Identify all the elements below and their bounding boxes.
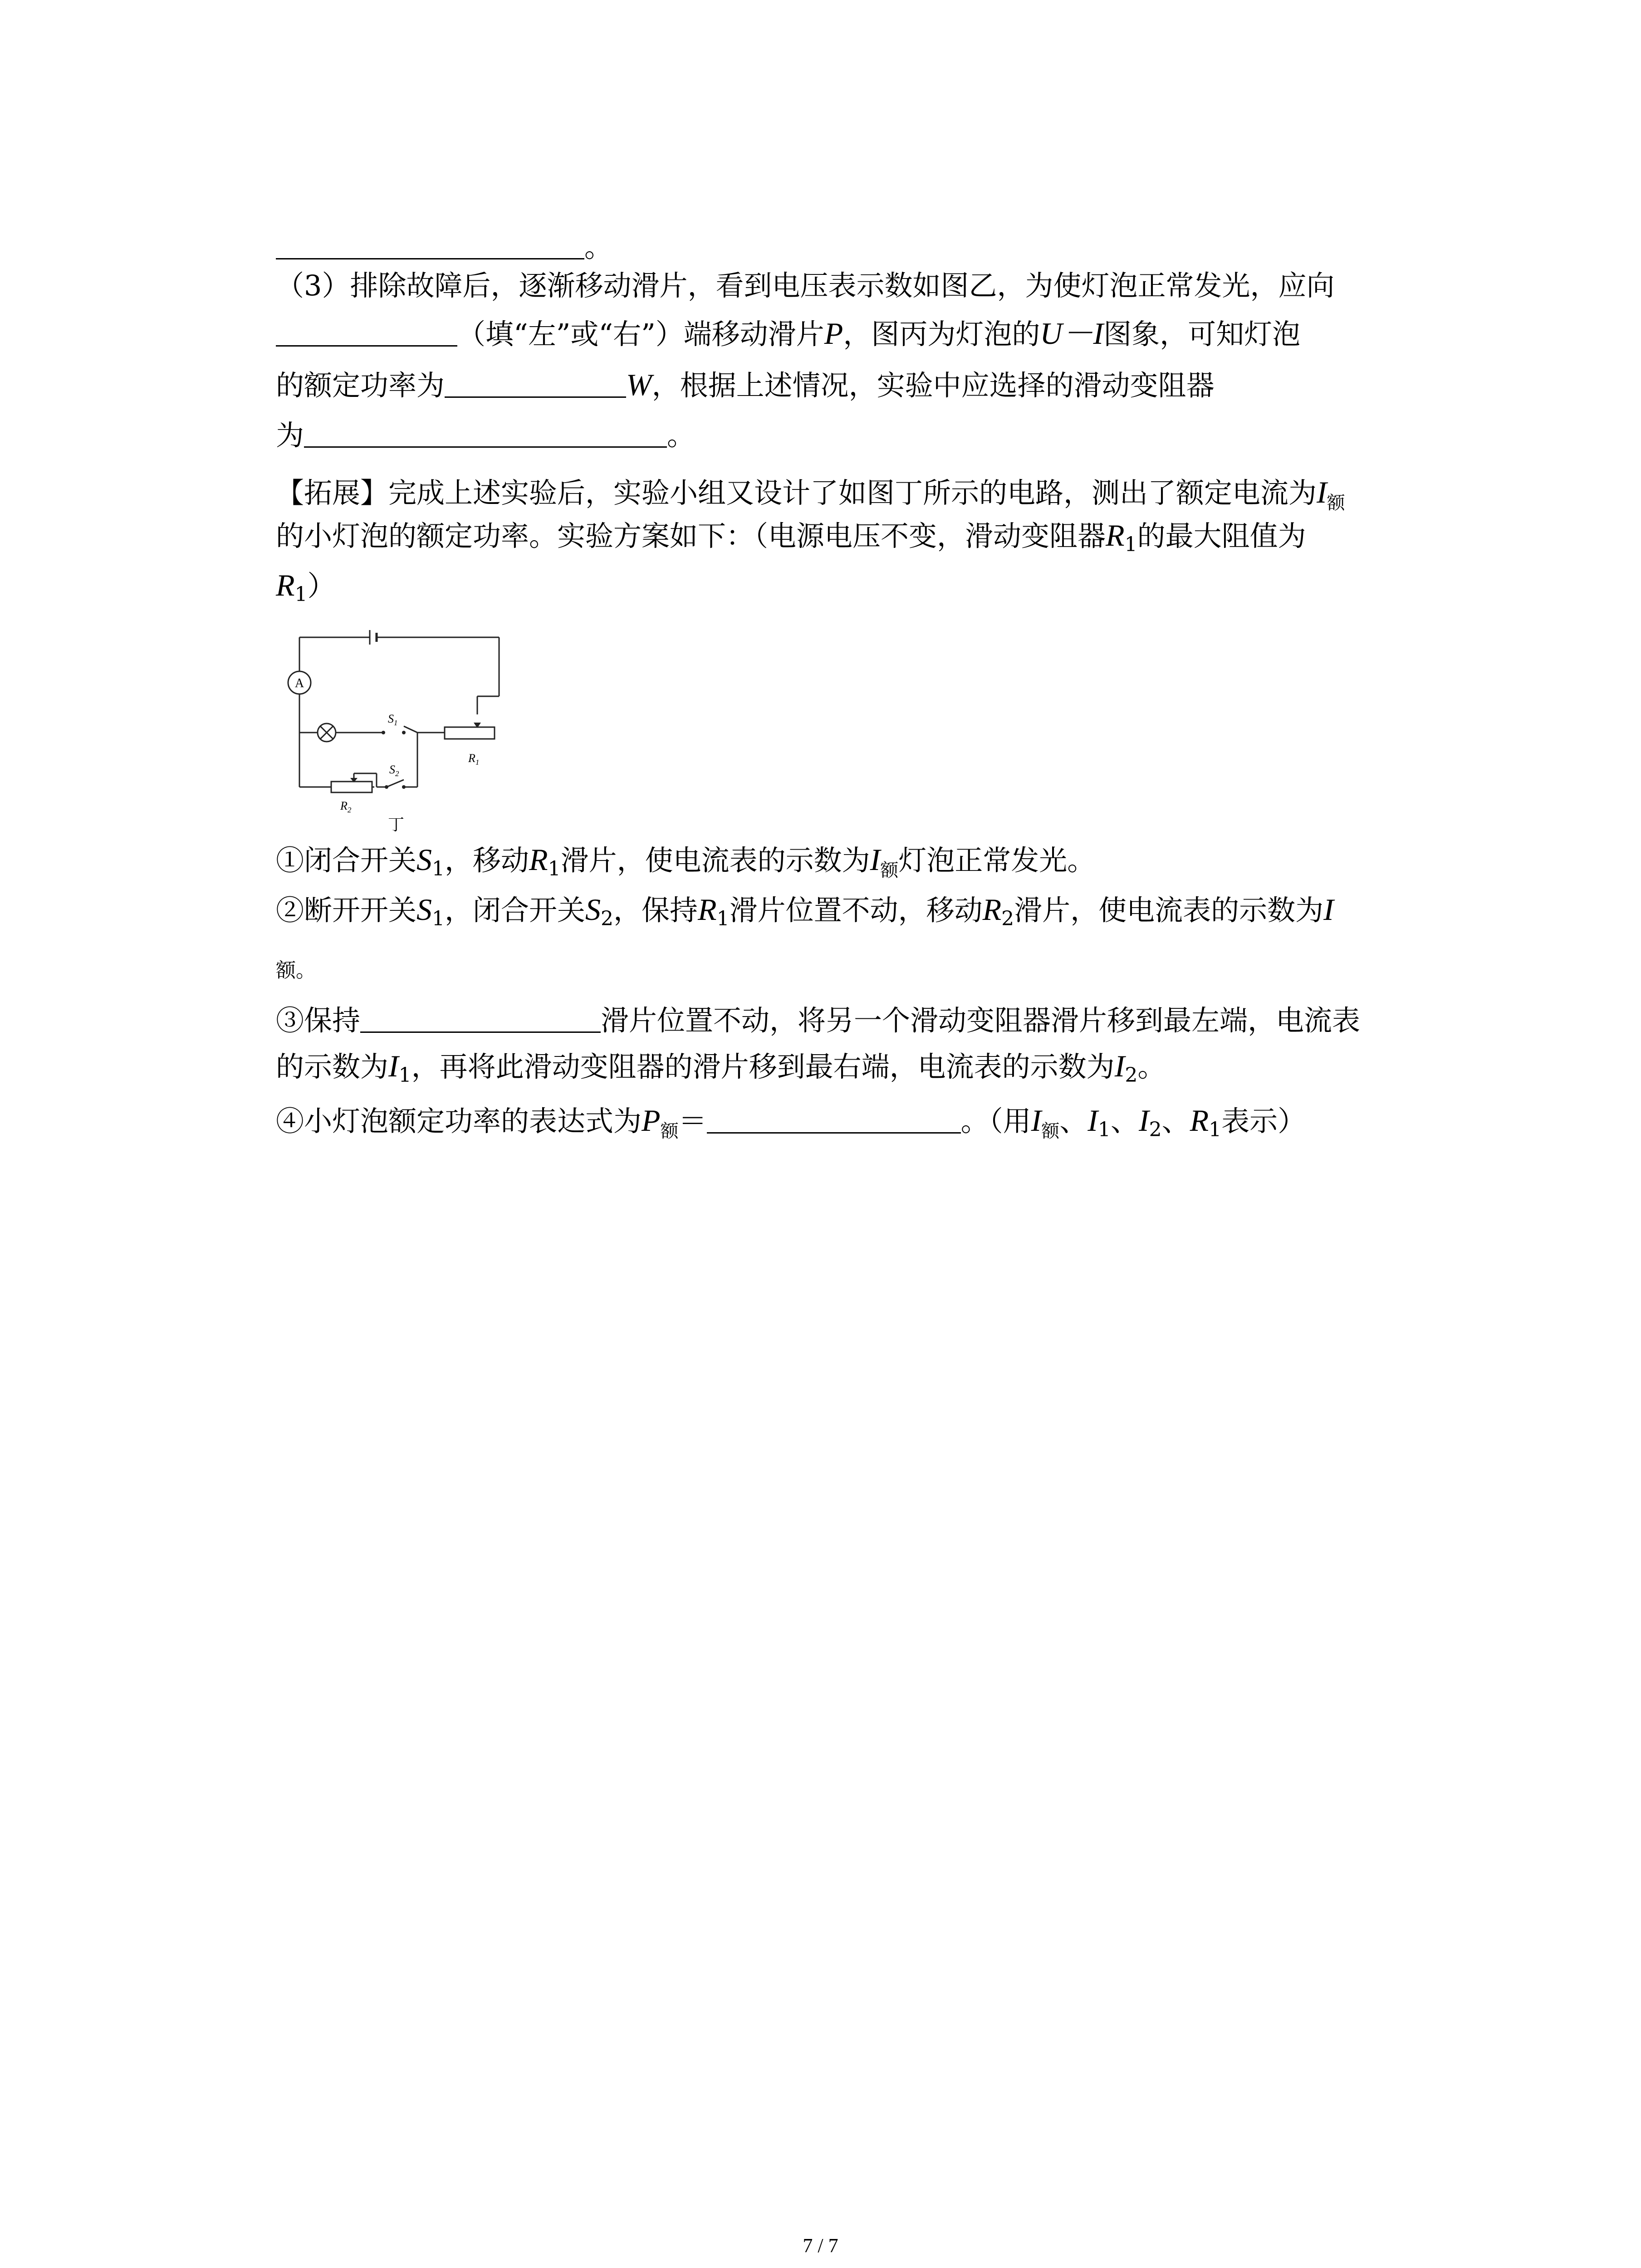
power-expression-blank[interactable] xyxy=(707,1104,961,1134)
svg-text:A: A xyxy=(294,676,304,690)
r2-rheostat-icon xyxy=(331,778,372,814)
rheostat-blank[interactable] xyxy=(304,418,667,448)
q3-line-3: 的额定功率为 W，根据上述情况，实验中应选择的滑动变阻器 xyxy=(276,367,1215,402)
s1-contact-left xyxy=(382,731,385,734)
ext-line-2: 的小灯泡的额定功率。实验方案如下：（电源电压不变，滑动变阻器$R_1$的最大阻值为 xyxy=(276,518,1306,556)
s2-contact-right xyxy=(402,785,406,789)
r1-rheostat-icon xyxy=(445,723,495,767)
answer-blank[interactable] xyxy=(276,230,584,259)
step-3-line-1: ③保持 滑片位置不动，将另一个滑动变阻器滑片移到最左端，电流表 xyxy=(276,1004,1361,1037)
step-3-line-2: 的示数为$I_1$，再将此滑动变阻器的滑片移到最右端，电流表的示数为$I_2$。 xyxy=(276,1049,1166,1087)
step-1: ①闭合开关$S_1$，移动$R_1$滑片，使电流表的示数为$I_额$灯泡正常发光。 xyxy=(276,842,1096,881)
ext-line-3: $R_1$） xyxy=(276,568,336,606)
ext-line-1: 【拓展】完成上述实验后，实验小组又设计了如图丁所示的电路，测出了额定电流为$I_额$ xyxy=(276,475,1345,513)
svg-text:S2: $S_2$ xyxy=(389,763,399,778)
answer-blank-line: 。 xyxy=(276,229,612,265)
s1-contact-right xyxy=(402,731,406,734)
circuit-diagram xyxy=(272,624,508,837)
power-blank[interactable] xyxy=(445,368,626,398)
s2-contact-left xyxy=(385,785,388,789)
direction-blank[interactable] xyxy=(276,317,457,347)
step-2: ②断开开关$S_1$，闭合开关$S_2$，保持$R_1$滑片位置不动，移动$R_2$滑片，使电流表的示数为I xyxy=(276,892,1334,930)
svg-text:R1: $R_1$ xyxy=(468,752,480,767)
q3-line-1: （3）排除故障后，逐渐移动滑片，看到电压表示数如图乙，为使灯泡正常发光，应向 xyxy=(276,269,1335,302)
keep-rheostat-blank[interactable] xyxy=(360,1003,601,1033)
svg-text:R2: $R_2$ xyxy=(340,799,352,814)
figure-caption: 丁 xyxy=(388,816,405,834)
q3-line-2: （填“左”或“右”）端移动滑片P，图丙为灯泡的U－I图象，可知灯泡 xyxy=(276,315,1300,352)
ammeter-icon xyxy=(288,671,311,694)
q3-line-4: 为 。 xyxy=(276,419,696,452)
lamp-icon xyxy=(318,723,336,742)
step-2-wrap: 额。 xyxy=(276,959,316,982)
svg-text:S1: $S_1$ xyxy=(388,712,398,727)
page-number: 7 / 7 xyxy=(803,2234,838,2257)
step-4: ④小灯泡额定功率的表达式为$P_额=$ 。（用$I_额$、$I_1$、$I_2$、$R_1$表示） xyxy=(276,1103,1306,1142)
